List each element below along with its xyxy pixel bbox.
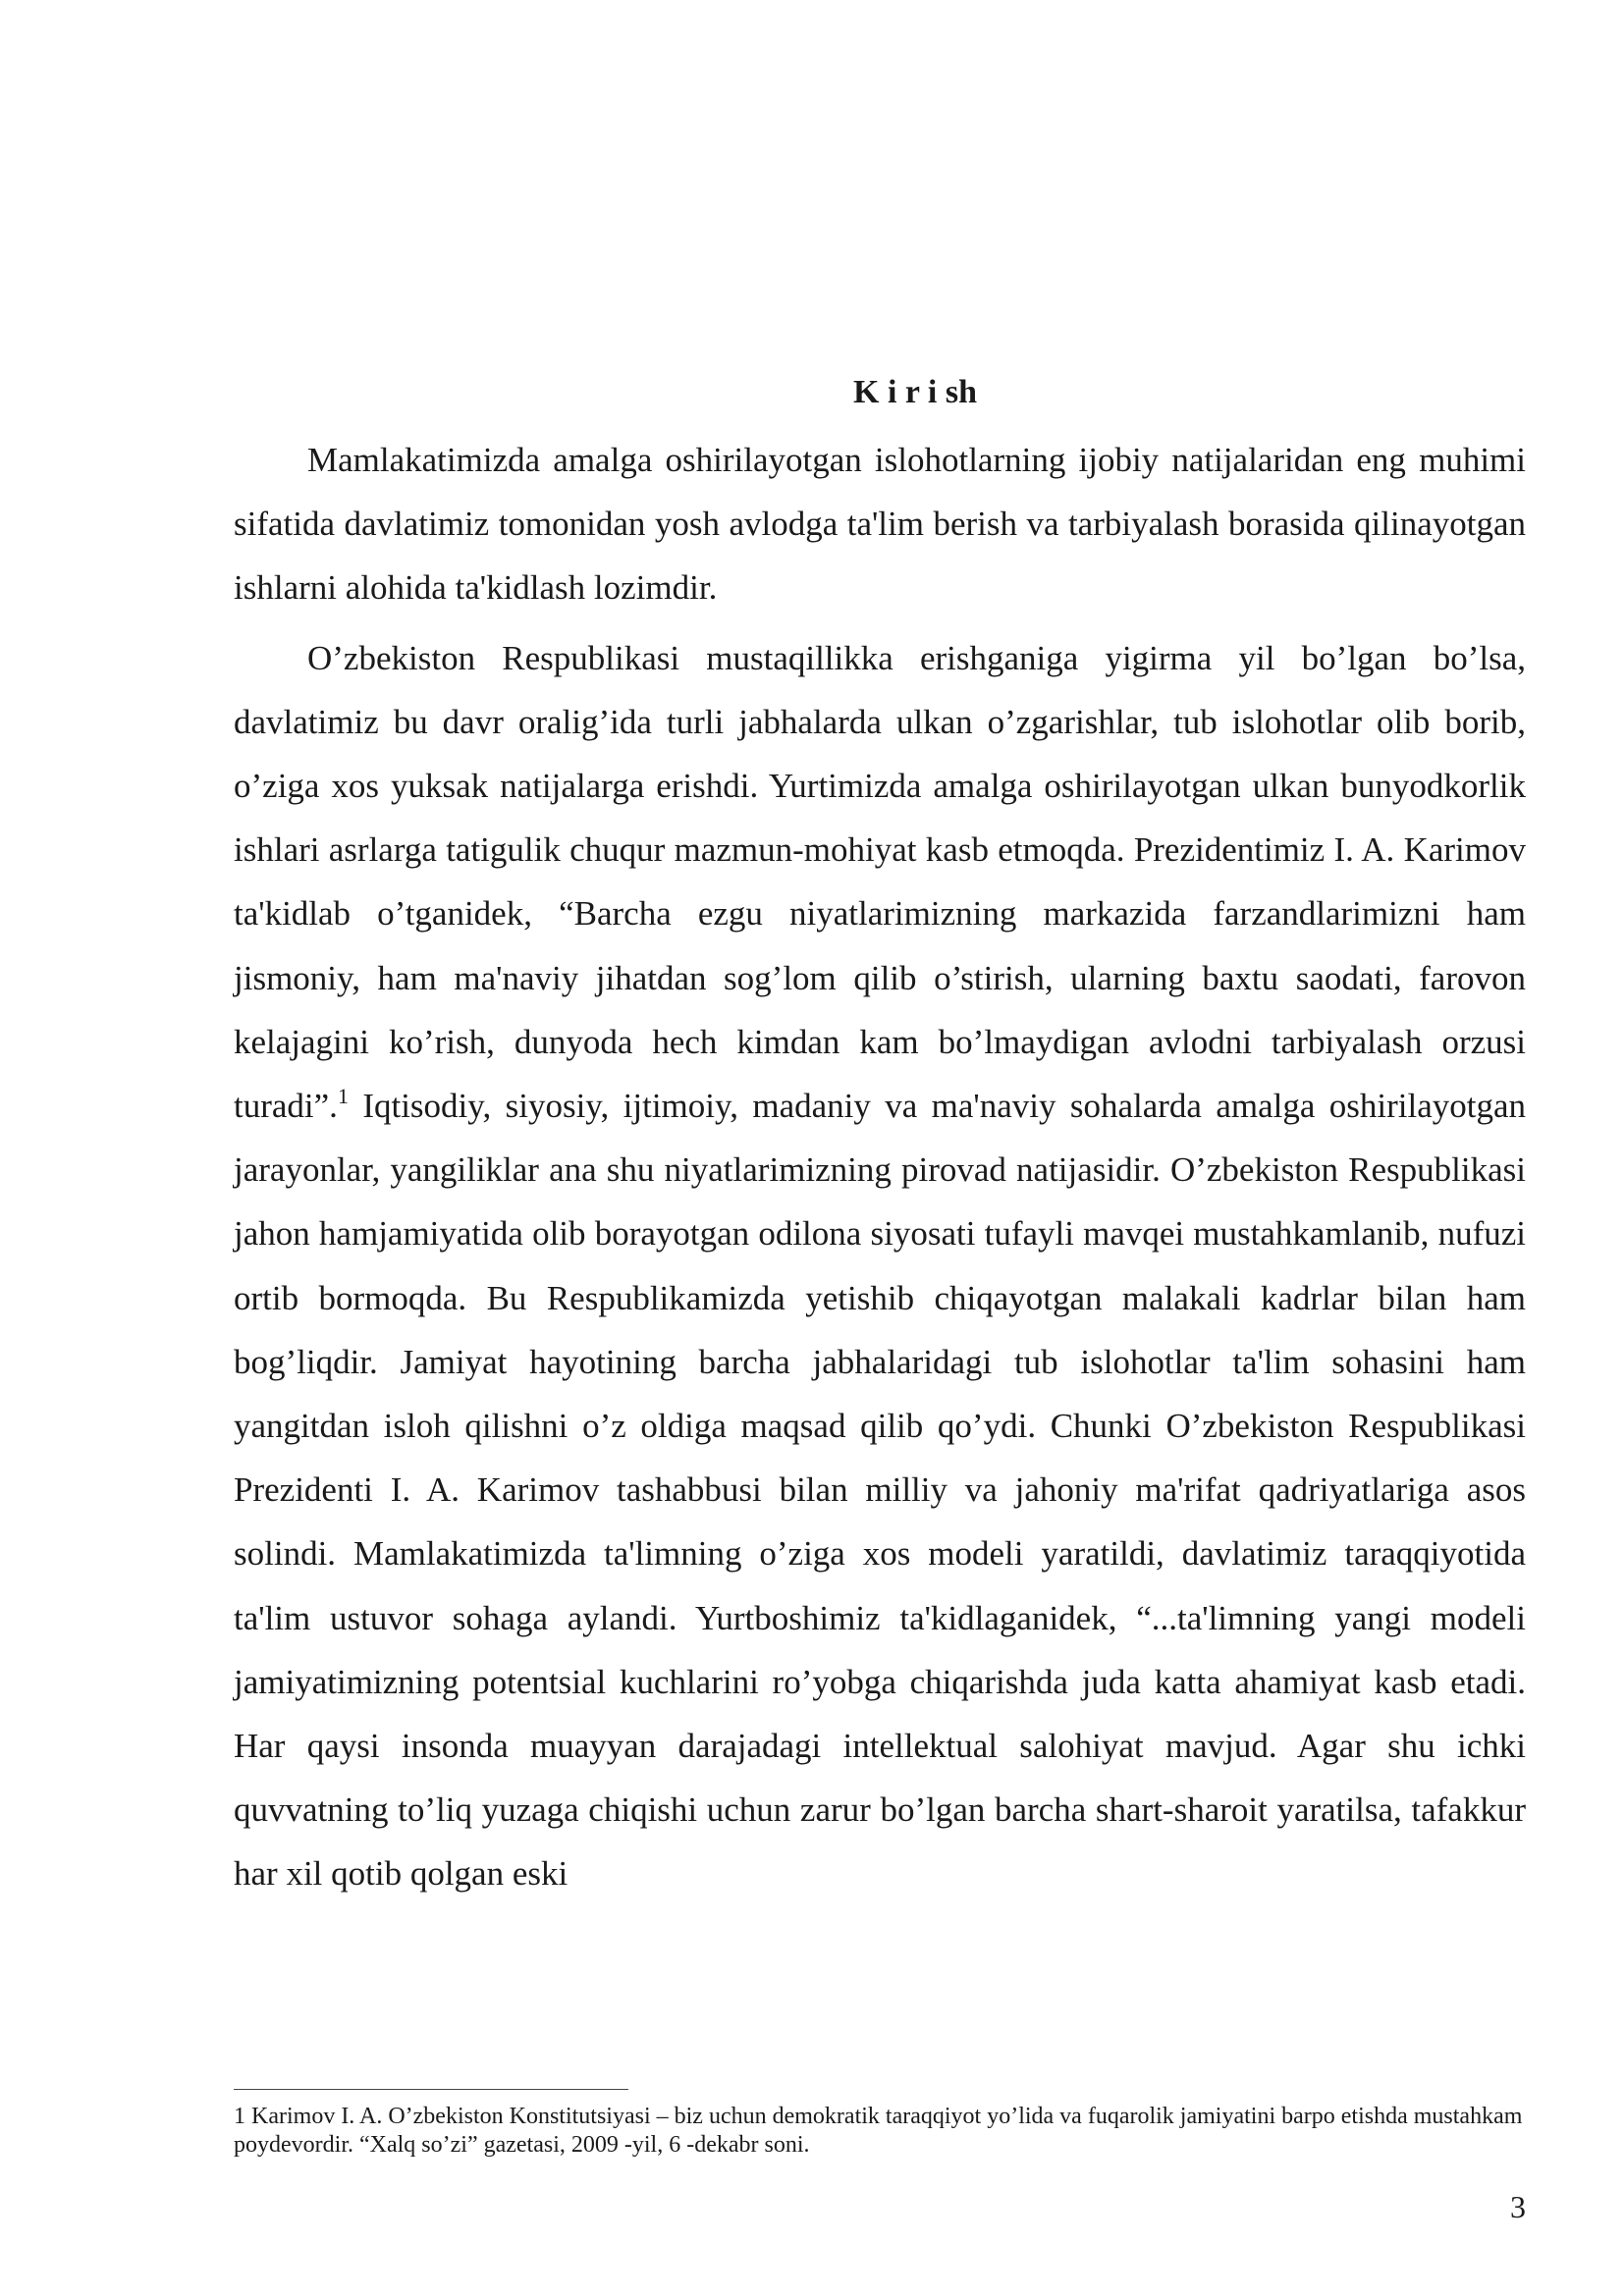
paragraph-1: Mamlakatimizda amalga oshirilayotgan islohotlarning ijobiy natijalaridan eng muhimi sifatida davlatimiz tomonidan yosh avlodga ta'lim berish va tarbiyalash borasida qilinayotgan ishlarni alohida ta'kidlash lozimdir. (234, 441, 1526, 608)
paragraph-2 (234, 626, 1526, 1906)
paragraph-2-text-after-note: Iqtisodiy, siyosiy, ijtimoiy, madaniy va ma'naviy sohalarda amalga oshirilayotgan jarayonlar, yangiliklar ana shu niyatlarimizning pirovad natijasidir. O’zbekiston Respublikasi jahon hamjamiyatida olib borayotgan odilona siyosati tufayli mavqei mustahkamlanib, nufuzi ortib bormoqda. Bu Respublikamizda yetishib chiqayotgan malakali kadrlar bilan ham bog’liqdir. Jamiyat hayotining barcha jabhalaridagi tub islohotlar ta'lim sohasini ham yangitdan isloh qilishni o’z oldiga maqsad qilib qo’ydi. Chunki O’zbekiston Respublikasi Prezidenti I. A. Karimov tashabbusi bilan milliy va jahoniy ma'rifat qadriyatlariga asos solindi. Mamlakatimizda ta'limning o’ziga xos modeli yaratildi, davlatimiz taraqqiyotida ta'lim ustuvor sohaga aylandi. Yurtboshimiz ta'kidlaganidek, “...ta'limning yangi modeli jamiyatimizning potentsial kuchlarini ro’yobga chiqarishda juda katta ahamiyat kasb etadi. Har qaysi insonda muayyan darajadagi intellektual salohiyat mavjud. Agar shu ichki quvvatning to’liq yuzaga chiqishi uchun zarur bo’lgan barcha shart-sharoit yaratilsa, tafakkur har xil qotib qolgan eski (234, 1087, 1526, 1894)
footnote-reference: 1 (337, 1084, 349, 1109)
page-number: 3 (1510, 2189, 1526, 2224)
paragraph-2-text-before-note: O’zbekiston Respublikasi mustaqillikka erishganiga yigirma yil bo’lgan bo’lsa, davlatimiz bu davr oralig’ida turli jabhalarda ulkan o’zgarishlar, tub islohotlar olib borib, o’ziga xos yuksak natijalarga erishdi. Yurtimizda amalga oshirilayotgan ulkan bunyodkorlik ishlari asrlarga tatigulik chuqur mazmun-mohiyat kasb etmoqda. Prezidentimiz I. A. Karimov ta'kidlab o’tganidek, “Barcha ezgu niyatlarimizning markazida farzandlarimizni ham jismoniy, ham ma'naviy jihatdan sog’lom qilib o’stirish, ularning baxtu saodati, farovon kelajagini ko’rish, dunyoda hech kimdan kam bo’lmaydigan avlodni tarbiyalash orzusi turadi”. (234, 638, 1526, 1126)
page-title: K i r i sh (853, 374, 977, 410)
footnote-separator (234, 2089, 628, 2090)
body-text (234, 428, 1526, 1906)
footnote: 1 Karimov I. A. O’zbekiston Konstitutsiyasi – biz uchun demokratik taraqqiyot yo’lida va fuqarolik jamiyatini barpo etishda mustahkam poydevordir. “Xalq so’zi” gazetasi, 2009 -yil, 6 -dekabr soni. (234, 2104, 1523, 2158)
